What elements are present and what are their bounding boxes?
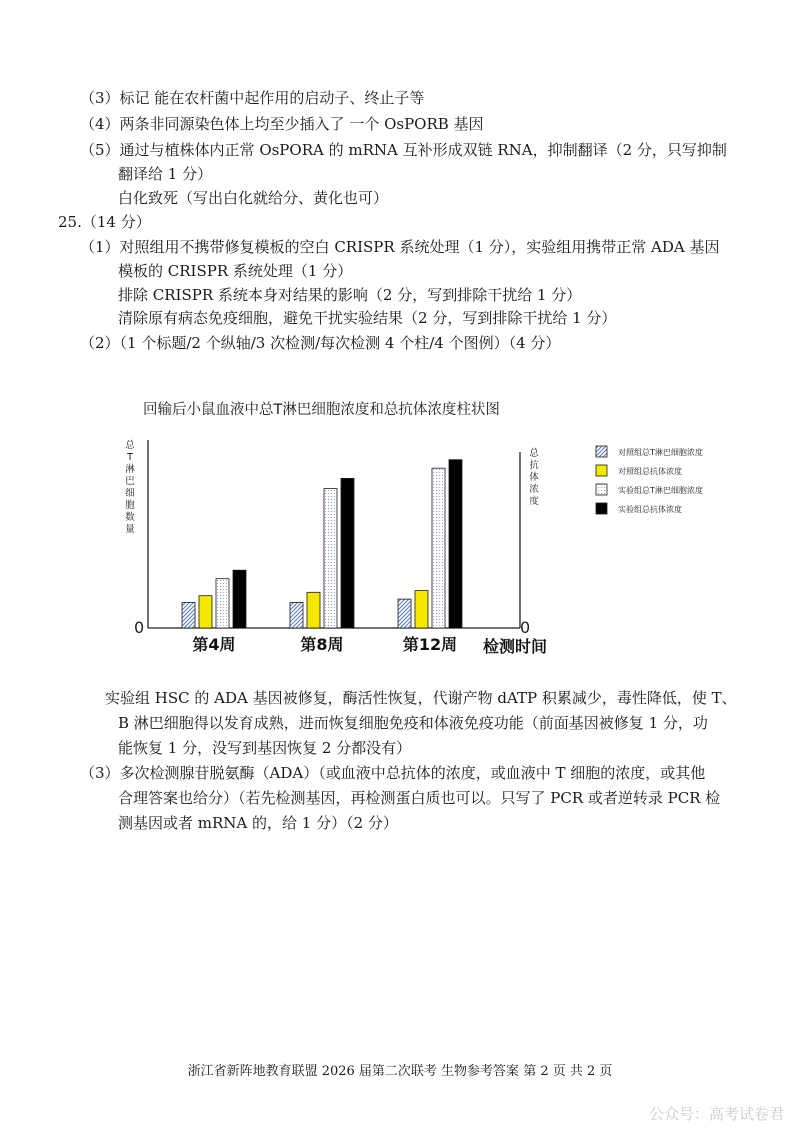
legend-label: 对照组总T淋巴细胞浓度: [618, 448, 703, 457]
text-line: （1）对照组用不携带修复模板的空白 CRISPR 系统处理（1 分），实验组用携带正常 ADA 基因: [80, 238, 720, 256]
legend-swatch: [596, 484, 607, 495]
y-axis-right-label: 总抗体浓度: [529, 448, 539, 507]
bar: [182, 603, 195, 629]
text-line: 白化致死（写出白化就给分、黄化也可）: [118, 189, 389, 207]
bar: [398, 599, 411, 628]
text-line: （2）（1 个标题/2 个纵轴/3 次检测/每次检测 4 个柱/4 个图例）（4 分）: [80, 334, 561, 352]
text-line: （3）多次检测腺苷脱氨酶（ADA）（或血液中总抗体的浓度，或血液中 T 细胞的浓度，或其他: [80, 764, 706, 782]
bar: [415, 591, 428, 628]
text-line: （5）通过与植株体内正常 OsPORA 的 mRNA 互补形成双链 RNA，抑制翻译（2 分，只写抑制: [80, 141, 727, 159]
legend-label: 实验组总抗体浓度: [618, 505, 682, 514]
text-line: B 淋巴细胞得以发育成熟，进而恢复细胞免疫和体液免疫功能（前面基因被修复 1 分，功: [118, 714, 708, 732]
watermark: 公众号：高考试卷君: [648, 1105, 784, 1123]
bar: [341, 478, 354, 628]
bar: [233, 570, 246, 628]
bar: [290, 603, 303, 629]
legend-swatch: [596, 446, 607, 457]
text-line: 合理答案也给分）（若先检测基因，再检测蛋白质也可以。只写了 PCR 或者逆转录 PCR 检: [118, 789, 721, 807]
chart-title: 回输后小鼠血液中总T淋巴细胞浓度和总抗体浓度柱状图: [143, 402, 500, 418]
text-line: 模板的 CRISPR 系统处理（1 分）: [118, 262, 353, 280]
x-tick-label: 第4周: [192, 635, 236, 654]
page-footer: 浙江省新阵地教育联盟 2026 届第二次联考 生物参考答案 第 2 页 共 2 页: [187, 1064, 613, 1079]
bar: [432, 468, 445, 628]
text-line: 能恢复 1 分，没写到基因恢复 2 分都没有）: [118, 739, 412, 757]
bar: [324, 489, 337, 628]
legend-label: 对照组总抗体浓度: [618, 467, 682, 476]
bar: [199, 596, 212, 628]
bar: [449, 460, 462, 628]
bar: [307, 592, 320, 628]
y-axis-left-label: 总T淋巴细胞数量: [125, 440, 135, 535]
text-line: （4）两条非同源染色体上均至少插入了 一个 OsPORB 基因: [80, 115, 484, 133]
text-line: 清除原有病态免疫细胞，避免干扰实验结果（2 分，写到排除干扰给 1 分）: [118, 309, 617, 327]
text-line: 排除 CRISPR 系统本身对结果的影响（2 分，写到排除干扰给 1 分）: [118, 286, 582, 304]
text-line: （3）标记 能在农杆菌中起作用的启动子、终止子等: [80, 89, 425, 107]
text-line: 翻译给 1 分）: [118, 165, 213, 183]
legend-label: 实验组总T淋巴细胞浓度: [618, 486, 703, 495]
bar: [216, 579, 229, 628]
text-line: 测基因或者 mRNA 的，给 1 分）（2 分）: [118, 814, 398, 832]
x-tick-label: 第12周: [402, 635, 458, 654]
text-line: 实验组 HSC 的 ADA 基因被修复，酶活性恢复，代谢产物 dATP 积累减少，毒性降低，使 T、: [105, 689, 737, 707]
x-tick-label: 第8周: [300, 635, 344, 654]
legend-swatch: [596, 465, 607, 476]
y-zero-label-left: 0: [134, 618, 145, 637]
text-line: 25.（14 分）: [58, 213, 151, 231]
x-axis-label: 检测时间: [482, 637, 548, 656]
legend-swatch: [596, 503, 607, 514]
y-zero-label-right: 0: [520, 618, 531, 637]
